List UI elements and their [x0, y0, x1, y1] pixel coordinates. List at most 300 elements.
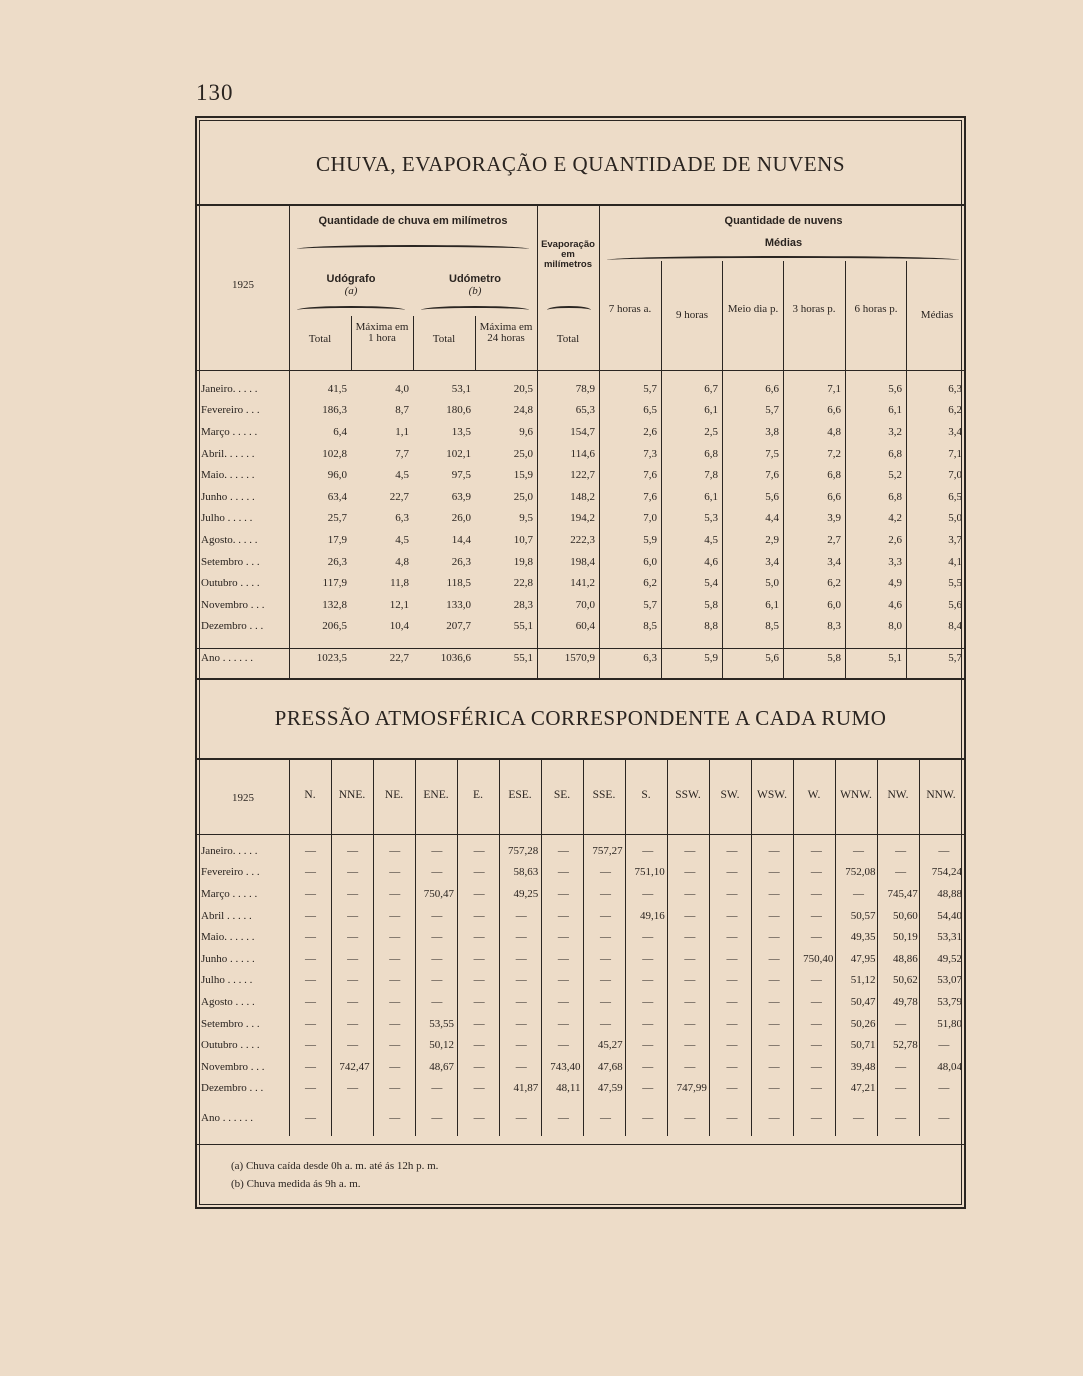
pressure-row — [197, 1056, 966, 1078]
pressure-cell: — — [852, 887, 864, 900]
rain-cell: 186,3 — [322, 404, 347, 417]
pressure-cell: — — [600, 931, 612, 944]
pressure-cell: — — [768, 974, 780, 987]
evaporation-total-header: Total — [556, 333, 580, 345]
udometro-total-header: Total — [432, 333, 456, 345]
pressure-row — [197, 840, 966, 862]
pressure-cell: — — [642, 931, 654, 944]
pressure-cell: — — [557, 995, 569, 1008]
month-label: Outubro . . . . — [201, 1039, 260, 1052]
rain-cell: 24,8 — [513, 404, 533, 417]
pressure-cell: — — [600, 887, 612, 900]
rain-cell: 63,9 — [451, 490, 471, 503]
pressure-cell: — — [726, 1017, 738, 1030]
month-label: Agosto . . . . — [201, 995, 255, 1008]
pressure-cell: 53,55 — [429, 1017, 454, 1030]
pressure-cell: — — [473, 844, 485, 857]
pressure-cell: — — [726, 1111, 738, 1124]
rain-cell: 5,3 — [704, 512, 718, 525]
rain-cell: 102,1 — [446, 447, 471, 460]
rain-group-header: Quantidade de chuva em milímetros — [318, 215, 508, 227]
pressure-cell: — — [389, 844, 401, 857]
tables-frame — [195, 116, 966, 1209]
rain-cell: 6,6 — [827, 490, 841, 503]
rain-cell: 1023,5 — [316, 651, 347, 664]
pressure-cell: — — [431, 844, 443, 857]
pressure-cell: — — [304, 887, 316, 900]
pressure-cell: — — [347, 844, 359, 857]
pressure-cell: — — [304, 1017, 316, 1030]
pressure-cell: — — [431, 952, 443, 965]
rain-row — [197, 486, 966, 508]
pressure-row — [197, 1013, 966, 1035]
rain-cell: 70,0 — [575, 598, 595, 611]
pressure-cell: — — [557, 931, 569, 944]
pressure-cell: — — [938, 1082, 950, 1095]
rain-cell: 132,8 — [322, 598, 347, 611]
rain-cell: 6,3 — [948, 382, 962, 395]
direction-header: SE. — [553, 789, 571, 801]
pressure-cell: — — [557, 952, 569, 965]
month-label: Maio. . . . . . — [201, 931, 255, 944]
pressure-cell: — — [431, 909, 443, 922]
month-label: Dezembro . . . — [201, 620, 264, 633]
rain-cell: 4,9 — [888, 577, 902, 590]
rain-cell: 6,2 — [643, 577, 657, 590]
rain-cell: 5,0 — [948, 512, 962, 525]
pressure-cell: — — [642, 974, 654, 987]
pressure-cell: 750,47 — [423, 887, 454, 900]
pressure-cell: 49,16 — [640, 909, 665, 922]
rain-cell: 11,8 — [390, 577, 409, 590]
pressure-cell: 48,04 — [937, 1060, 962, 1073]
direction-header: NW. — [887, 789, 909, 801]
pressure-row — [197, 883, 966, 905]
pressure-cell: 51,80 — [937, 1017, 962, 1030]
rain-cell: 198,4 — [570, 555, 595, 568]
pressure-cell: 50,47 — [850, 995, 876, 1008]
pressure-cell: 54,40 — [937, 909, 962, 922]
pressure-cell: — — [347, 1082, 359, 1095]
pressure-cell: — — [389, 887, 401, 900]
rain-cell: 7,1 — [948, 447, 962, 460]
month-label: Março . . . . . — [201, 425, 258, 438]
month-label: Fevereiro . . . — [201, 866, 260, 879]
pressure-cell: 41,87 — [513, 1082, 539, 1095]
month-label: Dezembro . . . — [201, 1082, 264, 1095]
pressure-cell: — — [431, 931, 443, 944]
pressure-cell: — — [557, 866, 569, 879]
rain-cell: 17,9 — [327, 533, 347, 546]
rain-cell: 63,4 — [327, 490, 347, 503]
month-label: Fevereiro . . . — [201, 404, 260, 417]
pressure-cell: — — [304, 931, 316, 944]
pressure-cell: 757,28 — [508, 844, 539, 857]
rain-cell: 4,6 — [704, 555, 718, 568]
rain-cell: 13,5 — [451, 425, 471, 438]
pressure-cell: — — [810, 1111, 822, 1124]
pressure-cell: — — [895, 844, 907, 857]
month-label: Junho . . . . . — [201, 490, 255, 503]
pressure-cell: 52,78 — [892, 1039, 918, 1052]
rain-cell: 180,6 — [446, 404, 471, 417]
pressure-cell: — — [600, 909, 612, 922]
pressure-data-table — [197, 840, 966, 1129]
month-label: Abril. . . . . . — [201, 447, 255, 460]
pressure-row — [197, 862, 966, 884]
pressure-cell: — — [515, 995, 527, 1008]
pressure-cell: 743,40 — [550, 1060, 581, 1073]
rain-row — [197, 378, 966, 400]
pressure-cell: — — [726, 1060, 738, 1073]
rain-cell: 53,1 — [451, 382, 471, 395]
rain-cell: 5,8 — [827, 651, 841, 664]
pressure-cell: — — [726, 995, 738, 1008]
pressure-cell: — — [600, 1017, 612, 1030]
pressure-cell: 747,99 — [676, 1082, 707, 1095]
direction-header: NE. — [384, 789, 404, 801]
rain-cell: 5,9 — [643, 533, 657, 546]
rain-row — [197, 508, 966, 530]
pressure-cell: — — [768, 1111, 780, 1124]
rain-cell: 4,2 — [888, 512, 902, 525]
udometro-header: Udómetro — [449, 273, 501, 285]
rain-cell: 4,8 — [395, 555, 409, 568]
rain-cell: 8,3 — [827, 620, 841, 633]
pressure-cell: — — [473, 995, 485, 1008]
pressure-cell: — — [473, 1111, 485, 1124]
pressure-cell: — — [642, 952, 654, 965]
rain-cell: 7,0 — [948, 469, 962, 482]
rain-cell: 8,8 — [704, 620, 718, 633]
rain-cell: 4,6 — [888, 598, 902, 611]
footnote-a: (a) Chuva caída desde 0h a. m. até ás 12h p. m. — [231, 1160, 439, 1172]
rain-cell: 6,8 — [888, 490, 902, 503]
pressure-cell: — — [347, 1039, 359, 1052]
pressure-cell: — — [768, 995, 780, 1008]
direction-header: SSW. — [675, 789, 701, 801]
pressure-cell: 45,27 — [597, 1039, 623, 1052]
pressure-cell: — — [684, 974, 696, 987]
rain-row — [197, 421, 966, 443]
pressure-cell: 48,67 — [429, 1060, 454, 1073]
rain-cell: 6,5 — [948, 490, 962, 503]
rain-cell: 26,3 — [451, 555, 471, 568]
pressure-cell: — — [473, 1060, 485, 1073]
pressure-cell: — — [431, 1111, 443, 1124]
pressure-cell: — — [895, 1111, 907, 1124]
pressure-cell: — — [810, 844, 822, 857]
rain-cell: 207,7 — [446, 620, 471, 633]
rain-cell: 8,5 — [765, 620, 779, 633]
pressure-cell: — — [810, 1039, 822, 1052]
month-label: Outubro . . . . — [201, 577, 260, 590]
pressure-cell: — — [895, 1060, 907, 1073]
rain-cell: 6,2 — [827, 577, 841, 590]
pressure-cell: — — [473, 1082, 485, 1095]
rain-cell: 5,9 — [704, 651, 718, 664]
pressure-cell: — — [895, 866, 907, 879]
pressure-cell: 752,08 — [845, 866, 876, 879]
direction-header: E. — [473, 789, 483, 801]
pressure-cell: — — [684, 952, 696, 965]
pressure-cell: — — [347, 887, 359, 900]
cloud-col-9h: 9 horas — [675, 309, 709, 321]
rain-cell: 2,9 — [765, 533, 779, 546]
rain-row — [197, 616, 966, 638]
rain-cell: 7,3 — [643, 447, 657, 460]
udografo-header: Udógrafo — [326, 273, 376, 285]
rain-cell: 5,7 — [643, 598, 657, 611]
direction-header: WSW. — [757, 789, 787, 801]
pressure-cell: 47,95 — [850, 952, 876, 965]
pressure-cell: 48,86 — [892, 952, 918, 965]
pressure-cell: — — [304, 1039, 316, 1052]
month-label: Setembro . . . — [201, 1017, 260, 1030]
rain-cell: 6,1 — [888, 404, 902, 417]
rain-cell: 10,4 — [389, 620, 409, 633]
pressure-cell: — — [768, 844, 780, 857]
pressure-row — [197, 926, 966, 948]
rain-cell: 133,0 — [446, 598, 471, 611]
pressure-cell: — — [642, 1082, 654, 1095]
pressure-cell: — — [600, 866, 612, 879]
pressure-cell: — — [726, 844, 738, 857]
rain-cell: 22,8 — [513, 577, 533, 590]
pressure-cell: — — [557, 844, 569, 857]
pressure-cell: — — [768, 1017, 780, 1030]
rain-cell: 5,7 — [765, 404, 779, 417]
rain-cell: 7,2 — [827, 447, 841, 460]
rain-data-table — [197, 378, 966, 669]
pressure-cell: — — [642, 844, 654, 857]
pressure-cell: — — [473, 974, 485, 987]
cloud-col-noon: Meio dia p. — [727, 303, 779, 315]
rain-cell: 26,0 — [451, 512, 471, 525]
rain-cell: 96,0 — [327, 469, 347, 482]
rain-cell: 6,3 — [395, 512, 409, 525]
pressure-cell: — — [726, 1039, 738, 1052]
pressure-cell: 50,71 — [850, 1039, 876, 1052]
cloud-col-means: Médias — [920, 309, 954, 321]
rain-cell: 154,7 — [570, 425, 595, 438]
pressure-cell: 49,52 — [937, 952, 962, 965]
pressure-cell: — — [852, 1111, 864, 1124]
pressure-cell: 53,31 — [937, 931, 962, 944]
pressure-cell: — — [431, 974, 443, 987]
pressure-cell: — — [304, 974, 316, 987]
pressure-cell: 50,57 — [850, 909, 876, 922]
pressure-cell: — — [768, 931, 780, 944]
rain-row — [197, 594, 966, 616]
pressure-cell: 754,24 — [931, 866, 962, 879]
pressure-cell: — — [684, 995, 696, 1008]
direction-header: W. — [807, 789, 821, 801]
rain-cell: 5,6 — [765, 651, 779, 664]
pressure-cell: — — [938, 1039, 950, 1052]
pressure-cell: — — [557, 1111, 569, 1124]
pressure-cell: — — [726, 866, 738, 879]
pressure-cell: — — [768, 866, 780, 879]
pressure-cell: — — [810, 866, 822, 879]
rain-cell: 2,6 — [888, 533, 902, 546]
month-label: Ano . . . . . . — [201, 1111, 253, 1124]
clouds-group-header: Quantidade de nuvens — [724, 215, 843, 227]
pressure-cell: 745,47 — [887, 887, 918, 900]
pressure-cell: — — [431, 995, 443, 1008]
rain-cell: 12,1 — [389, 598, 409, 611]
rain-cell: 1036,6 — [440, 651, 471, 664]
rain-cell: 5,1 — [888, 651, 902, 664]
pressure-cell: — — [515, 931, 527, 944]
pressure-cell: — — [895, 1082, 907, 1095]
pressure-cell: — — [642, 1039, 654, 1052]
rain-cell: 8,0 — [888, 620, 902, 633]
rain-cell: 6,8 — [827, 469, 841, 482]
pressure-cell: — — [642, 887, 654, 900]
rain-cell: 2,7 — [827, 533, 841, 546]
rain-cell: 41,5 — [327, 382, 347, 395]
pressure-cell: — — [726, 931, 738, 944]
rain-cell: 55,1 — [513, 651, 533, 664]
direction-header: WNW. — [840, 789, 872, 801]
pressure-cell: — — [726, 1082, 738, 1095]
rain-cell: 25,0 — [513, 447, 533, 460]
pressure-cell: — — [473, 931, 485, 944]
footnote-b: (b) Chuva medida ás 9h a. m. — [231, 1178, 361, 1190]
pressure-year-header: 1925 — [232, 792, 254, 804]
cloud-col-7h: 7 horas a. — [608, 303, 652, 315]
pressure-cell: — — [304, 1111, 316, 1124]
pressure-cell: 49,78 — [892, 995, 918, 1008]
direction-header: ESE. — [508, 789, 532, 801]
pressure-cell: — — [557, 887, 569, 900]
pressure-cell: — — [684, 844, 696, 857]
pressure-cell: — — [642, 995, 654, 1008]
pressure-cell: 51,12 — [850, 974, 876, 987]
pressure-cell: — — [389, 1111, 401, 1124]
pressure-cell: — — [347, 1017, 359, 1030]
pressure-cell: — — [347, 974, 359, 987]
rain-cell: 7,5 — [765, 447, 779, 460]
rain-cell: 114,6 — [570, 447, 595, 460]
rain-cell: 4,1 — [948, 555, 962, 568]
month-label: Janeiro. . . . . — [201, 844, 258, 857]
month-label: Abril . . . . . — [201, 909, 252, 922]
pressure-cell: — — [304, 844, 316, 857]
pressure-cell: — — [600, 1111, 612, 1124]
pressure-cell: — — [304, 1082, 316, 1095]
rain-cell: 1570,9 — [564, 651, 595, 664]
pressure-cell: — — [473, 952, 485, 965]
rain-cell: 4,5 — [704, 533, 718, 546]
rain-cell: 6,3 — [643, 651, 657, 664]
rain-cell: 148,2 — [570, 490, 595, 503]
pressure-cell: — — [304, 866, 316, 879]
pressure-cell: — — [810, 931, 822, 944]
pressure-cell: — — [347, 909, 359, 922]
cloud-col-3h: 3 horas p. — [792, 303, 836, 315]
rain-cell: 5,4 — [704, 577, 718, 590]
pressure-cell: — — [768, 909, 780, 922]
rain-cell: 19,8 — [513, 555, 533, 568]
rain-cell: 6,7 — [704, 382, 718, 395]
udografo-note: (a) — [344, 285, 358, 297]
pressure-cell: — — [726, 974, 738, 987]
pressure-cell: — — [304, 1060, 316, 1073]
rain-cell: 8,7 — [395, 404, 409, 417]
pressure-cell: 50,19 — [892, 931, 918, 944]
pressure-cell: 58,63 — [513, 866, 539, 879]
rain-cell: 4,5 — [395, 533, 409, 546]
rain-cell: 7,6 — [643, 469, 657, 482]
pressure-cell: — — [600, 952, 612, 965]
rain-cell: 4,0 — [395, 382, 409, 395]
rain-cell: 3,4 — [827, 555, 841, 568]
pressure-cell: — — [810, 887, 822, 900]
pressure-cell: — — [557, 1017, 569, 1030]
rain-row — [197, 647, 966, 669]
rain-cell: 3,4 — [948, 425, 962, 438]
rain-cell: 6,2 — [948, 404, 962, 417]
pressure-cell: — — [389, 1017, 401, 1030]
pressure-cell: 50,60 — [892, 909, 918, 922]
rain-cell: 3,4 — [765, 555, 779, 568]
direction-header: SW. — [720, 789, 740, 801]
rain-cell: 5,6 — [948, 598, 962, 611]
rain-cell: 15,9 — [513, 469, 533, 482]
rain-cell: 5,7 — [643, 382, 657, 395]
pressure-cell: — — [515, 1111, 527, 1124]
rain-cell: 6,1 — [765, 598, 779, 611]
pressure-cell: — — [768, 952, 780, 965]
rain-cell: 5,6 — [888, 382, 902, 395]
page-number: 130 — [196, 80, 234, 105]
month-label: Maio. . . . . . — [201, 469, 255, 482]
pressure-row — [197, 905, 966, 927]
direction-header: NNW. — [926, 789, 956, 801]
pressure-cell: — — [684, 1017, 696, 1030]
month-label: Março . . . . . — [201, 887, 258, 900]
pressure-cell: — — [515, 1060, 527, 1073]
rain-cell: 4,8 — [827, 425, 841, 438]
pressure-cell: — — [473, 887, 485, 900]
rain-cell: 122,7 — [570, 469, 595, 482]
pressure-cell: — — [684, 909, 696, 922]
rain-cell: 5,7 — [948, 651, 962, 664]
rain-cell: 4,5 — [395, 469, 409, 482]
pressure-cell: — — [347, 866, 359, 879]
pressure-cell: — — [389, 866, 401, 879]
rain-row — [197, 400, 966, 422]
udometro-max-header: Máxima em 24 horas — [479, 321, 533, 344]
pressure-row — [197, 970, 966, 992]
evaporation-header: Evaporação em milímetros — [541, 239, 595, 270]
rain-cell: 194,2 — [570, 512, 595, 525]
rain-cell: 7,6 — [765, 469, 779, 482]
rain-cell: 6,5 — [643, 404, 657, 417]
rain-cell: 5,6 — [765, 490, 779, 503]
rain-cell: 7,8 — [704, 469, 718, 482]
rain-cell: 97,5 — [451, 469, 471, 482]
rain-cell: 3,9 — [827, 512, 841, 525]
pressure-cell: — — [895, 1017, 907, 1030]
pressure-cell: — — [852, 844, 864, 857]
rain-cell: 206,5 — [322, 620, 347, 633]
pressure-cell: 39,48 — [850, 1060, 876, 1073]
pressure-row — [197, 1107, 966, 1129]
pressure-cell: — — [684, 1039, 696, 1052]
